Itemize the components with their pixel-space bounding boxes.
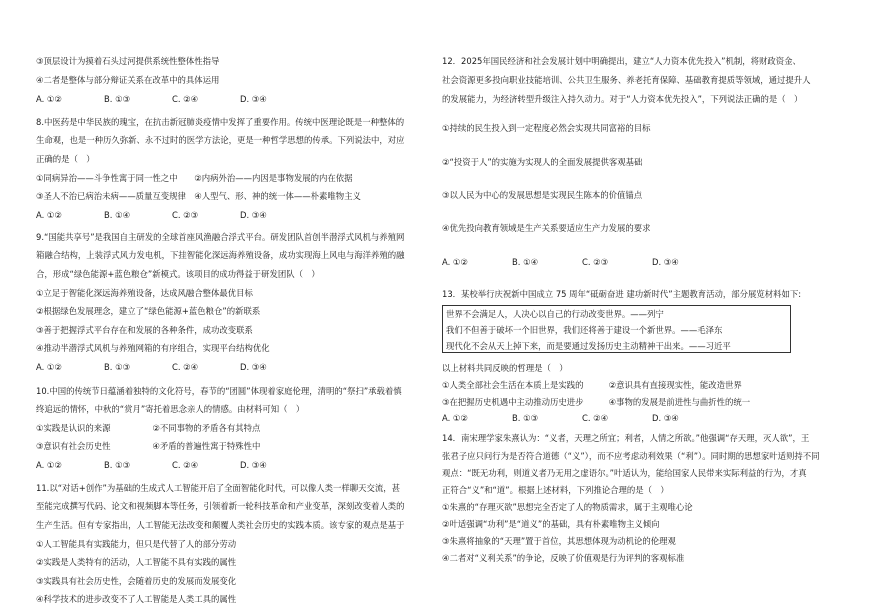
option-a[interactable]: A. ①② — [36, 460, 62, 470]
question-stem: 正符合“义”和“道”。根据上述材料，下列推论合理的是（ ） — [442, 485, 669, 495]
question-stem: 生产生活。但有专家指出，人工智能无法改变和颠覆人类社会历史的实践本质。该专家的观点是基于 — [36, 520, 405, 530]
question-stem: 12．2025年国民经济和社会发展计划中明确提出，建立“人力资本优先投入”机制，将财政资金、 — [442, 56, 801, 66]
question-stem: 观点：“既无功利，则道义者乃无用之虚语尔。”叶适认为，能给国家人民带来实际利益的行为，才真 — [442, 468, 807, 478]
statement: ②实践是人类特有的活动，人工智能不具有实践的属性 — [36, 557, 237, 567]
question-stem: 生命观，也是一种历久弥新、永不过时的医学方法论，更是一种哲学思想的传承。下列说法中，对应 — [36, 135, 405, 145]
option-c[interactable]: C. ②④ — [582, 413, 609, 423]
statement: ②根据绿色发展理念，建立了“绿色能源+蓝色粮仓”的新联系 — [36, 306, 261, 316]
option-b[interactable]: B. ①③ — [512, 413, 539, 423]
question-stem: 社会资源更多投向职业技能培训、公共卫生服务、养老托育保障、基础教育提质等领域，通过提升人 — [442, 75, 811, 85]
option-a[interactable]: A. ①② — [36, 210, 62, 220]
statement: ③圣人不治已病治未病——质量互变规律 ④人型气、形、神的统一体——朴素唯物主义 — [36, 191, 361, 201]
quote: 我们不但善于破坏一个旧世界，我们还将善于建设一个新世界。——毛泽东 — [446, 325, 723, 335]
question-stem: 13．某校举行庆祝新中国成立 75 周年“砥砺奋进 建功新时代”主题教育活动，部分展览材料如下: — [442, 289, 802, 299]
statement: ③善于把握浮式平台存在和发展的各种条件，成功改变联系 — [36, 325, 253, 335]
statement: ①实践是认识的来源 ②不同事物的矛盾各有其特点 — [36, 423, 261, 433]
statement: ②叶适强调“功利”是“道义”的基础，具有朴素唯物主义倾向 — [442, 519, 660, 529]
statement: ③实践具有社会历史性，会随着历史的发展而发展变化 — [36, 576, 237, 586]
option-d[interactable]: D. ③④ — [240, 362, 267, 372]
statement: ③在把握历史机遇中主动推动历史进步 ④事物的发展是前进性与曲折性的统一 — [442, 397, 751, 407]
statement: ①朱熹的“存理灭欲”思想完全否定了人的物质需求，属于主观唯心论 — [442, 502, 693, 512]
quote: 现代化不会从天上掉下来，而是要通过发扬历史主动精神干出来。——习近平 — [446, 341, 731, 351]
question-stem: 箱融合结构，上装浮式风力发电机，下挂智能化深远海养殖设备，成功实现海上风电与海洋养殖的融 — [36, 250, 405, 260]
question-ask: 以上材料共同反映的哲理是（ ） — [442, 363, 568, 373]
option-b[interactable]: B. ①④ — [512, 257, 539, 267]
option-a[interactable]: A. ①② — [36, 94, 62, 104]
statement: ③以人民为中心的发展思想是实现民生陈本的价值锚点 — [442, 190, 643, 200]
option-a[interactable]: A. ①② — [36, 362, 62, 372]
question-stem: 8.中医药是中华民族的瑰宝，在抗击新冠肺炎疫情中发挥了重要作用。传统中医理论既是一种整体的 — [36, 117, 405, 127]
statement: ③朱熹将抽象的“天理”置于首位，其思想体现为动机论的伦理观 — [442, 536, 676, 546]
option-c[interactable]: C. ②④ — [172, 362, 199, 372]
statement: ③意识有社会历史性 ④矛盾的普遍性寓于特殊性中 — [36, 441, 261, 451]
question-stem: 张君子应只问行为是否符合道德（“义”），而不应考虑动利效果（“利”）。同时期的思想家叶适则持不同 — [442, 451, 820, 461]
option-b[interactable]: B. ①③ — [104, 94, 131, 104]
statement: ①人工智能具有实践能力，但只是代替了人的部分劳动 — [36, 539, 237, 549]
statement: ①立足于智能化深远海养殖设备，达成风融合整体最优目标 — [36, 288, 253, 298]
option-c[interactable]: C. ②③ — [582, 257, 609, 267]
statement: ④二者是整体与部分辩证关系在改革中的具体运用 — [36, 75, 220, 85]
question-stem: 14．南宋理学家朱熹认为：“义者，天理之所宜；利者，人情之所欲。”他强调“存天理，灭人欲”，王 — [442, 433, 810, 443]
option-b[interactable]: B. ①④ — [104, 210, 131, 220]
statement: ④优先投向教育领域是生产关系要适应生产力发展的要求 — [442, 223, 651, 233]
option-d[interactable]: D. ③④ — [652, 257, 679, 267]
option-a[interactable]: A. ①② — [442, 413, 468, 423]
statement: ①人类全部社会生活在本质上是实践的 ②意识具有直接现实性，能改造世界 — [442, 380, 742, 390]
statement: ③顶层设计为摸着石头过河提供系统性整体性指导 — [36, 56, 220, 66]
question-stem: 正确的是（ ） — [36, 154, 95, 164]
question-stem: 的发展能力，为经济转型升级注入持久动力。对于“人力资本优先投入”，下列说法正确的是（ ） — [442, 94, 803, 104]
option-d[interactable]: D. ③④ — [652, 413, 679, 423]
option-c[interactable]: C. ②④ — [172, 94, 199, 104]
option-c[interactable]: C. ②③ — [172, 210, 199, 220]
statement: ④科学技术的进步改变不了人工智能是人类工具的属性 — [36, 594, 237, 604]
statement: ④二者对“义利关系”的争论，反映了价值观是行为评判的客观标准 — [442, 553, 685, 563]
question-stem: 9.“国能共享号”是我国自主研发的全球首座风渔融合浮式平台。研发团队首创半潜浮式风机与养殖网 — [36, 232, 405, 242]
question-stem: 10.中国的传统节日蕴涵着独特的文化符号，春节的“团圆”体现着家庭伦理，清明的“祭扫”承载着慎 — [36, 386, 402, 396]
option-c[interactable]: C. ②④ — [172, 460, 199, 470]
question-stem: 至能完成撰写代码、论文和视频脚本等任务，引领着新一轮科技革命和产业变革，深刻改变着人类的 — [36, 501, 405, 511]
statement: ②“投资于人”的实施为实现人的全面发展提供客观基础 — [442, 157, 643, 167]
question-stem: 终追远的情怀，中秋的“赏月”寄托着思念亲人的情感。由材料可知（ ） — [36, 404, 305, 414]
option-b[interactable]: B. ①③ — [104, 362, 131, 372]
quote-box — [442, 305, 791, 353]
statement: ④推动半潜浮式风机与养殖网箱的有序组合，实现平台结构优化 — [36, 343, 270, 353]
option-d[interactable]: D. ③④ — [240, 210, 267, 220]
statement: ①持续的民生投入到一定程度必然会实现共同富裕的目标 — [442, 123, 651, 133]
option-a[interactable]: A. ①② — [442, 257, 468, 267]
question-stem: 11.以“对话+创作”为基础的生成式人工智能开启了全面智能化时代，可以像人类一样聊天交流，甚 — [36, 483, 401, 493]
option-b[interactable]: B. ①③ — [104, 460, 131, 470]
quote: 世界不会满足人，人决心以自己的行动改变世界。——列宁 — [446, 309, 664, 319]
statement: ①同病异治——斗争性寓于同一性之中 ②内病外治——内因是事物发展的内在依据 — [36, 173, 353, 183]
option-d[interactable]: D. ③④ — [240, 460, 267, 470]
question-stem: 合，形成“绿色能源+蓝色粮仓”新模式。该项目的成功得益于研发团队（ ） — [36, 269, 320, 279]
option-d[interactable]: D. ③④ — [240, 94, 267, 104]
